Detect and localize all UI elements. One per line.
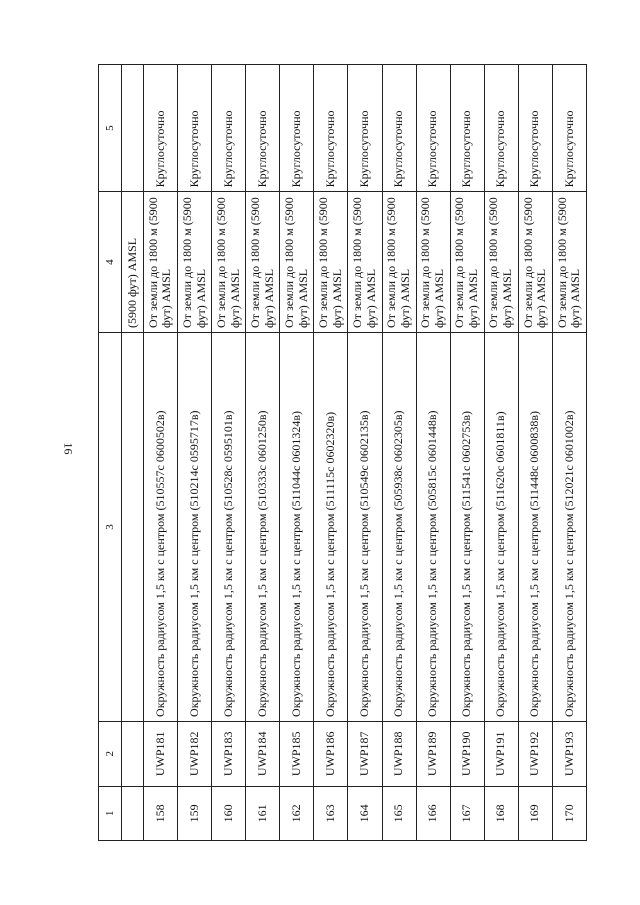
row-number: 170 xyxy=(552,786,586,840)
row-code: UWP193 xyxy=(552,721,586,786)
row-area: Окружность радиусом 1,5 км с центром (510333с 0601250в) xyxy=(246,332,280,721)
row-number: 161 xyxy=(246,786,280,840)
row-altitude: От земли до 1800 м (5900 фут) AMSL xyxy=(280,192,314,333)
row-time: Круглосуточно xyxy=(484,65,518,192)
restricted-areas-table xyxy=(98,64,587,841)
header-col-4: 4 xyxy=(99,192,122,333)
row-number: 164 xyxy=(348,786,382,840)
rotated-table-wrapper xyxy=(98,64,587,841)
row-time: Круглосуточно xyxy=(552,65,586,192)
row-number: 166 xyxy=(416,786,450,840)
row-time: Круглосуточно xyxy=(416,65,450,192)
row-time: Круглосуточно xyxy=(280,65,314,192)
row-code: UWP189 xyxy=(416,721,450,786)
row-altitude: От земли до 1800 м (5900 фут) AMSL xyxy=(382,192,416,333)
row-altitude: От земли до 1800 м (5900 фут) AMSL xyxy=(314,192,348,333)
row-code: UWP192 xyxy=(518,721,552,786)
page-number: 16 xyxy=(61,442,76,455)
row-area: Окружность радиусом 1,5 км с центром (510214с 0595717в) xyxy=(178,332,212,721)
row-time: Круглосуточно xyxy=(518,65,552,192)
table-row xyxy=(212,65,246,841)
row-code: UWP183 xyxy=(212,721,246,786)
table-row xyxy=(143,65,177,841)
row-time: Круглосуточно xyxy=(314,65,348,192)
table-row xyxy=(246,65,280,841)
row-time: Круглосуточно xyxy=(348,65,382,192)
row-area: Окружность радиусом 1,5 км с центром (510557с 0600502в) xyxy=(143,332,177,721)
row-code: UWP182 xyxy=(178,721,212,786)
table-row xyxy=(348,65,382,841)
row-number: 159 xyxy=(178,786,212,840)
header-col-2: 2 xyxy=(99,721,122,786)
header-col-3: 3 xyxy=(99,332,122,721)
row-altitude: От земли до 1800 м (5900 фут) AMSL xyxy=(518,192,552,333)
row-number: 160 xyxy=(212,786,246,840)
row-altitude: От земли до 1800 м (5900 фут) AMSL xyxy=(143,192,177,333)
table-row xyxy=(382,65,416,841)
row-code: UWP187 xyxy=(348,721,382,786)
row-number: 168 xyxy=(484,786,518,840)
row-altitude: От земли до 1800 м (5900 фут) AMSL xyxy=(552,192,586,333)
row-altitude: От земли до 1800 м (5900 фут) AMSL xyxy=(246,192,280,333)
row-area: Окружность радиусом 1,5 км с центром (511044с 0601324в) xyxy=(280,332,314,721)
row-area: Окружность радиусом 1,5 км с центром (511115с 0602320в) xyxy=(314,332,348,721)
table-row xyxy=(552,65,586,841)
row-area: Окружность радиусом 1,5 км с центром (511448с 0600838в) xyxy=(518,332,552,721)
row-area: Окружность радиусом 1,5 км с центром (510549с 0602135в) xyxy=(348,332,382,721)
table-row xyxy=(416,65,450,841)
row-altitude: От земли до 1800 м (5900 фут) AMSL xyxy=(450,192,484,333)
row-time: Круглосуточно xyxy=(212,65,246,192)
row-code: UWP186 xyxy=(314,721,348,786)
table-row xyxy=(518,65,552,841)
table-row xyxy=(484,65,518,841)
row-time: Круглосуточно xyxy=(178,65,212,192)
row-number: 167 xyxy=(450,786,484,840)
row-area: Окружность радиусом 1,5 км с центром (512021с 0601002в) xyxy=(552,332,586,721)
table-row xyxy=(280,65,314,841)
row-code: UWP188 xyxy=(382,721,416,786)
table-row xyxy=(314,65,348,841)
row-code: UWP181 xyxy=(143,721,177,786)
row-number: 158 xyxy=(143,786,177,840)
row-altitude: От земли до 1800 м (5900 фут) AMSL xyxy=(178,192,212,333)
row-area: Окружность радиусом 1,5 км с центром (505815с 0601448в) xyxy=(416,332,450,721)
table-row xyxy=(450,65,484,841)
row-code: UWP184 xyxy=(246,721,280,786)
row-number: 169 xyxy=(518,786,552,840)
row-time: Круглосуточно xyxy=(246,65,280,192)
row-time: Круглосуточно xyxy=(382,65,416,192)
row-code: UWP190 xyxy=(450,721,484,786)
row-altitude: От земли до 1800 м (5900 фут) AMSL xyxy=(212,192,246,333)
header-col-5: 5 xyxy=(99,65,122,192)
header-col-1: 1 xyxy=(99,786,122,840)
table-row xyxy=(178,65,212,841)
continuation-row xyxy=(122,65,144,841)
row-number: 163 xyxy=(314,786,348,840)
row-number: 162 xyxy=(280,786,314,840)
row-code: UWP185 xyxy=(280,721,314,786)
row-time: Круглосуточно xyxy=(143,65,177,192)
row-time: Круглосуточно xyxy=(450,65,484,192)
row-altitude: От земли до 1800 м (5900 фут) AMSL xyxy=(416,192,450,333)
row-altitude: От земли до 1800 м (5900 фут) AMSL xyxy=(484,192,518,333)
row-area: Окружность радиусом 1,5 км с центром (510528с 0595101в) xyxy=(212,332,246,721)
row-code: UWP191 xyxy=(484,721,518,786)
row-number: 165 xyxy=(382,786,416,840)
row-area: Окружность радиусом 1,5 км с центром (511620с 0601811в) xyxy=(484,332,518,721)
continuation-altitude: (5900 фут) AMSL xyxy=(122,192,144,333)
row-area: Окружность радиусом 1,5 км с центром (505938с 0602305в) xyxy=(382,332,416,721)
row-altitude: От земли до 1800 м (5900 фут) AMSL xyxy=(348,192,382,333)
row-area: Окружность радиусом 1,5 км с центром (511541с 0602753в) xyxy=(450,332,484,721)
table-body xyxy=(122,65,587,841)
header-row xyxy=(99,65,122,841)
